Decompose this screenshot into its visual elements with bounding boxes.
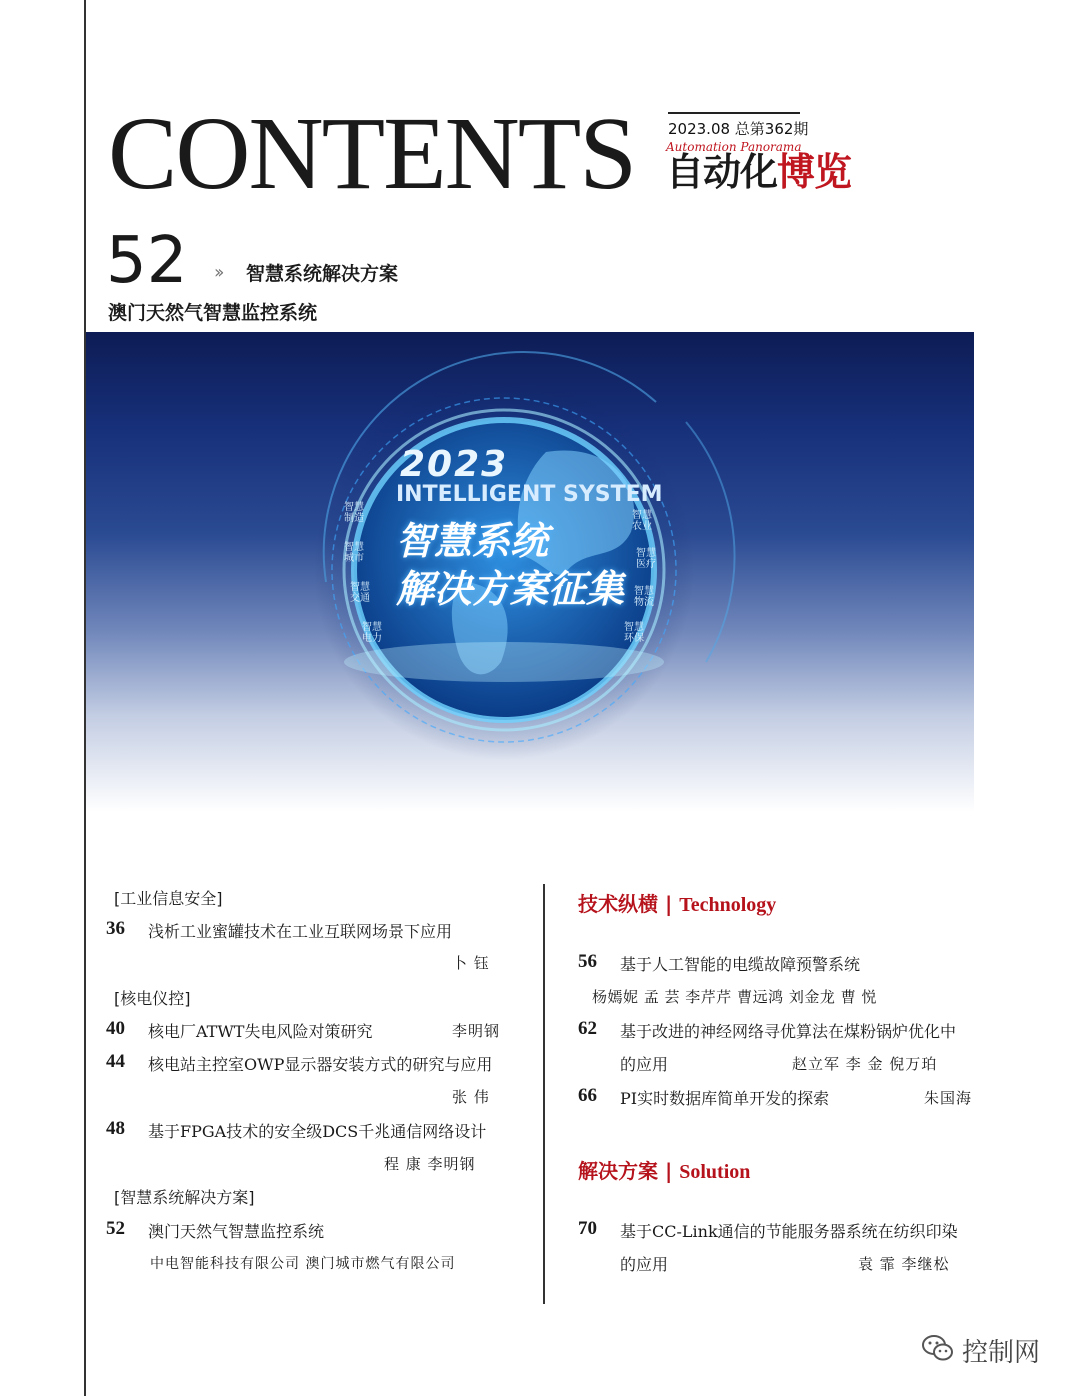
ring-label: 智慧医疗 [636,548,656,570]
ring-label: 智慧电力 [362,622,382,644]
section-heading-technology [578,888,776,917]
article-authors: 程 康 李明钢 [384,1155,476,1173]
feature-title: 澳门天然气智慧监控系统 [108,302,318,324]
article-title[interactable]: 核电站主控室OWP显示器安装方式的研究与应用 [148,1055,493,1074]
ring-label: 智慧农业 [632,510,652,532]
ring-label: 智慧制造 [344,502,364,524]
article-title[interactable]: PI实时数据库简单开发的探索 [620,1089,830,1108]
watermark-text: 控制网 [962,1338,1041,1368]
feature-page-number: 52 [106,224,188,298]
issue-label: 2023.08 总第362期 [668,120,809,138]
section-en: Solution [679,1161,751,1183]
article-page-number: 52 [106,1218,125,1239]
section-heading-solution [578,1155,750,1184]
article-title[interactable]: 澳门天然气智慧监控系统 [148,1222,325,1241]
brand-cn-b: 博览 [777,150,852,194]
article-title[interactable]: 基于改进的神经网络寻优算法在煤粉锅炉优化中 [620,1022,957,1041]
article-page-number: 48 [106,1118,125,1139]
column-divider [543,884,545,1304]
banner-title-line2: 解决方案征集 [396,567,625,611]
ring-label: 智慧物流 [634,586,654,608]
brand-cn-a: 自动化 [666,150,778,194]
article-authors: 杨嫣妮 孟 芸 李芹芹 曹远鸿 刘金龙 曹 悦 [592,988,877,1006]
double-chevron-icon: ›› [214,262,221,283]
banner-title-line1: 智慧系统 [396,519,549,563]
brand-logo [666,150,851,194]
wechat-icon [920,1330,956,1366]
feature-banner [86,332,974,812]
article-page-number: 56 [578,951,597,972]
article-authors: 中电智能科技有限公司 澳门城市燃气有限公司 [150,1256,456,1272]
article-page-number: 44 [106,1051,125,1072]
section-heading: [核电仪控] [114,989,191,1008]
article-authors: 赵立军 李 金 倪万珀 [792,1055,938,1073]
article-page-number: 66 [578,1085,597,1106]
contents-title: CONTENTS [108,96,636,211]
article-page-number: 62 [578,1018,597,1039]
article-authors: 卜 钰 [452,954,490,972]
article-authors: 张 伟 [452,1088,490,1106]
issue-rule [668,112,800,114]
article-title-continued[interactable]: 的应用 [620,1255,669,1274]
ring-label: 智慧城市 [344,542,364,564]
ring-label: 智慧环保 [624,622,644,644]
article-page-number: 36 [106,918,125,939]
section-heading: [智慧系统解决方案] [114,1188,255,1207]
article-title[interactable]: 基于人工智能的电缆故障预警系统 [620,955,861,974]
section-en: Technology [679,894,777,916]
section-heading: [工业信息安全] [114,889,223,908]
article-page-number: 70 [578,1218,597,1239]
article-page-number: 40 [106,1018,125,1039]
article-title[interactable]: 核电厂ATWT失电风险对策研究 [148,1022,373,1041]
section-cn: 技术纵横 | [578,892,680,916]
feature-section: 智慧系统解决方案 [246,263,399,285]
article-title[interactable]: 基于FPGA技术的安全级DCS千兆通信网络设计 [148,1122,487,1141]
article-title-continued[interactable]: 的应用 [620,1055,669,1074]
article-authors: 李明钢 [452,1022,501,1040]
ring-label: 智慧交通 [350,582,370,604]
article-authors: 朱国海 [924,1089,973,1107]
article-title[interactable]: 浅析工业蜜罐技术在工业互联网场景下应用 [148,922,453,941]
article-authors: 袁 霏 李继松 [858,1255,950,1273]
brand-english: Automation Panorama [666,140,802,154]
section-cn: 解决方案 | [578,1159,680,1183]
banner-english: INTELLIGENT SYSTEM [396,482,663,507]
banner-year: 2023 [400,444,509,485]
article-title[interactable]: 基于CC-Link通信的节能服务器系统在纺织印染 [620,1222,958,1241]
